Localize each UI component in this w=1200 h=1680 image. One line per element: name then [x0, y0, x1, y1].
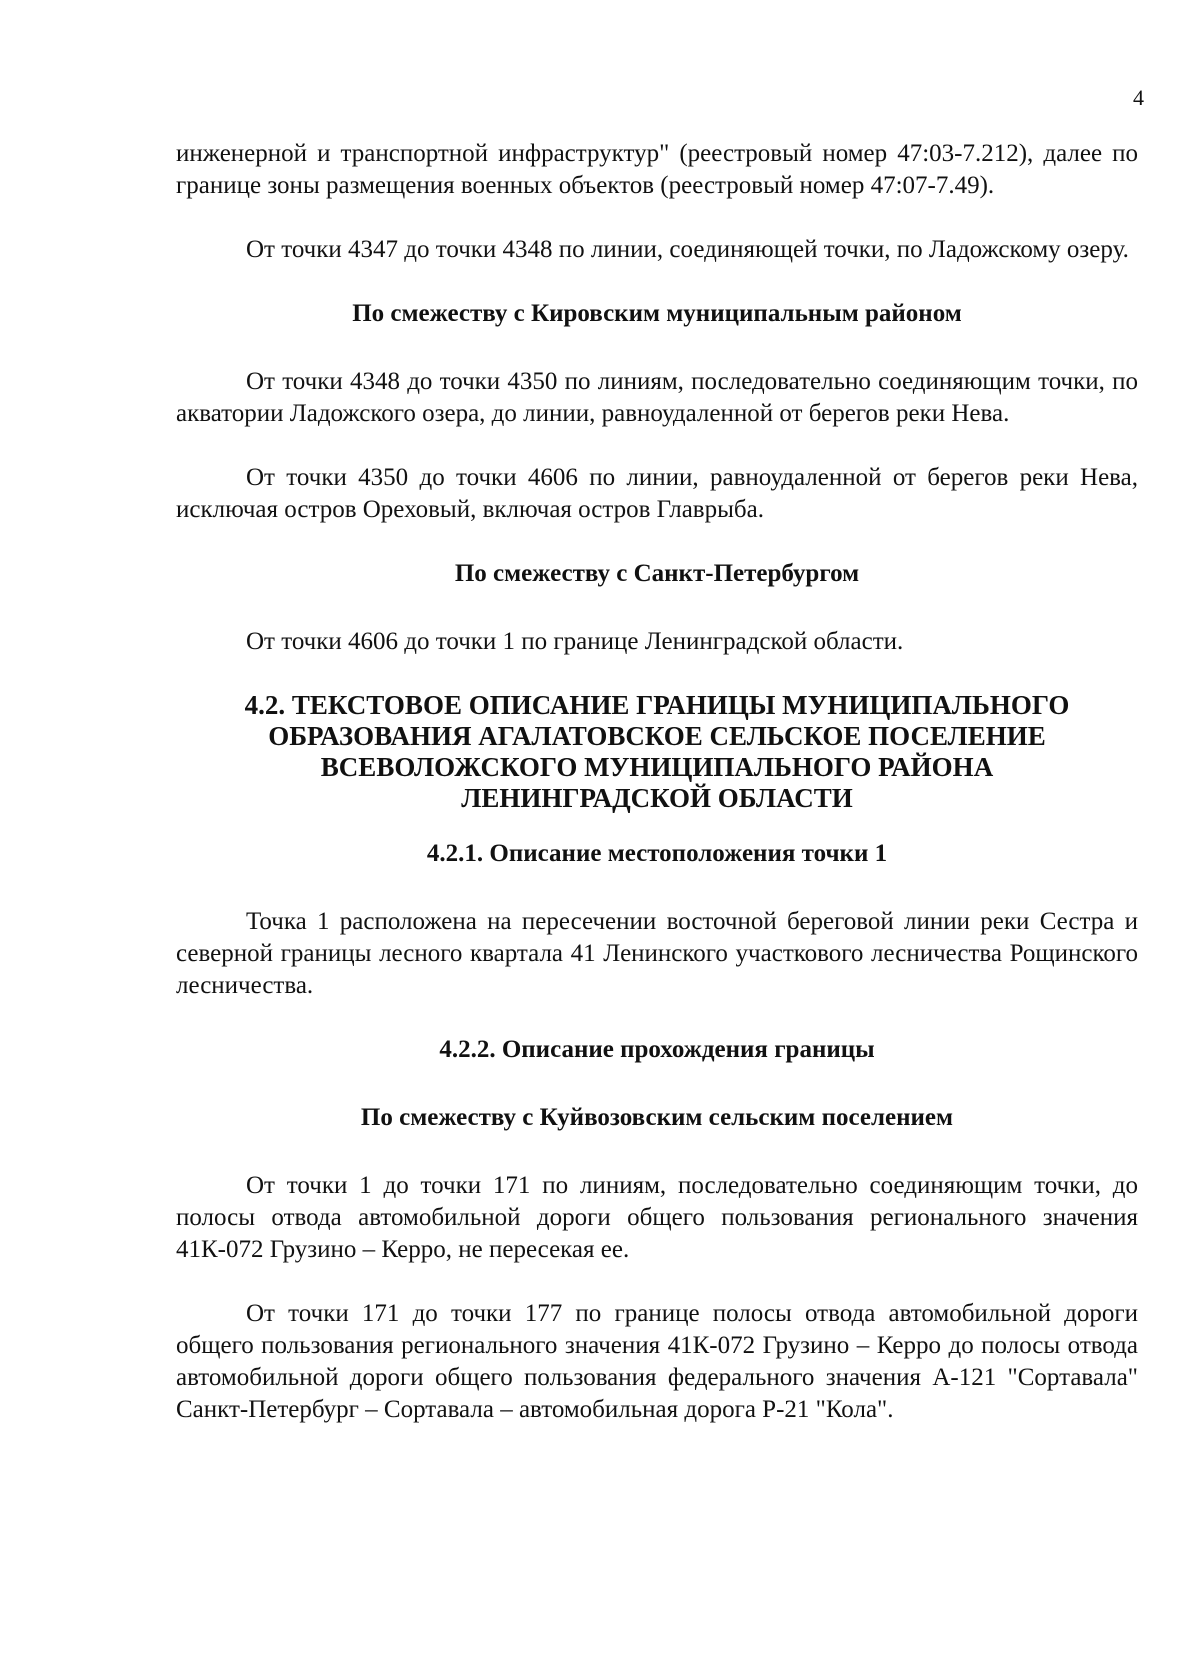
section-title-line-4: ЛЕНИНГРАДСКОЙ ОБЛАСТИ: [461, 783, 853, 813]
page-content: [176, 138, 1138, 1458]
section-title-4-2: [176, 690, 1138, 814]
section-title-line-3: ВСЕВОЛОЖСКОГО МУНИЦИПАЛЬНОГО РАЙОНА: [320, 752, 994, 782]
heading-4-2-2: 4.2.2. Описание прохождения границы: [439, 1036, 875, 1063]
heading-kirov-district: По смежеству с Кировским муниципальным районом: [352, 300, 962, 327]
paragraph-4606-1: От точки 4606 до точки 1 по границе Ленинградской области.: [246, 628, 904, 655]
paragraph-171-177: От точки 171 до точки 177 по границе полосы отвода автомобильной дороги общего пользования регионального значения 41К-072 Грузино – Керро до полосы отвода автомобильной дороги общего пользования федерального значения А-121 "Сортавала" Санкт-Петербург – Сортавала – автомобильная дорога Р-21 "Кола".: [176, 1300, 1138, 1423]
paragraph-point-1-location: Точка 1 расположена на пересечении восточной береговой линии реки Сестра и северной границы лесного квартала 41 Ленинского участкового лесничества Рощинского лесничества.: [176, 908, 1138, 999]
section-title-line-2: ОБРАЗОВАНИЯ АГАЛАТОВСКОЕ СЕЛЬСКОЕ ПОСЕЛЕНИЕ: [268, 721, 1046, 751]
paragraph-1-171: От точки 1 до точки 171 по линиям, последовательно соединяющим точки, до полосы отвода автомобильной дороги общего пользования регионального значения 41К-072 Грузино – Керро, не пересекая ее.: [176, 1172, 1138, 1263]
heading-4-2-1: 4.2.1. Описание местоположения точки 1: [426, 840, 888, 867]
paragraph-4347-4348: От точки 4347 до точки 4348 по линии, соединяющей точки, по Ладожскому озеру.: [246, 236, 1129, 263]
paragraph-continuation: инженерной и транспортной инфраструктур" (реестровый номер 47:03-7.212), далее по границе зоны размещения военных объектов (реестровый номер 47:07-7.49).: [176, 140, 1138, 199]
paragraph-4348-4350: От точки 4348 до точки 4350 по линиям, последовательно соединяющим точки, по акватории Ладожского озера, до линии, равноудаленной от берегов реки Нева.: [176, 368, 1138, 427]
paragraph-4350-4606: От точки 4350 до точки 4606 по линии, равноудаленной от берегов реки Нева, исключая остров Ореховый, включая остров Главрыба.: [176, 464, 1138, 523]
section-title-line-1: 4.2. ТЕКСТОВОЕ ОПИСАНИЕ ГРАНИЦЫ МУНИЦИПАЛЬНОГО: [244, 690, 1070, 720]
heading-saint-petersburg: По смежеству с Санкт-Петербургом: [454, 560, 860, 587]
page-number: 4: [1133, 85, 1144, 110]
heading-kuyvozovskoe: По смежеству с Куйвозовским сельским поселением: [360, 1104, 954, 1131]
